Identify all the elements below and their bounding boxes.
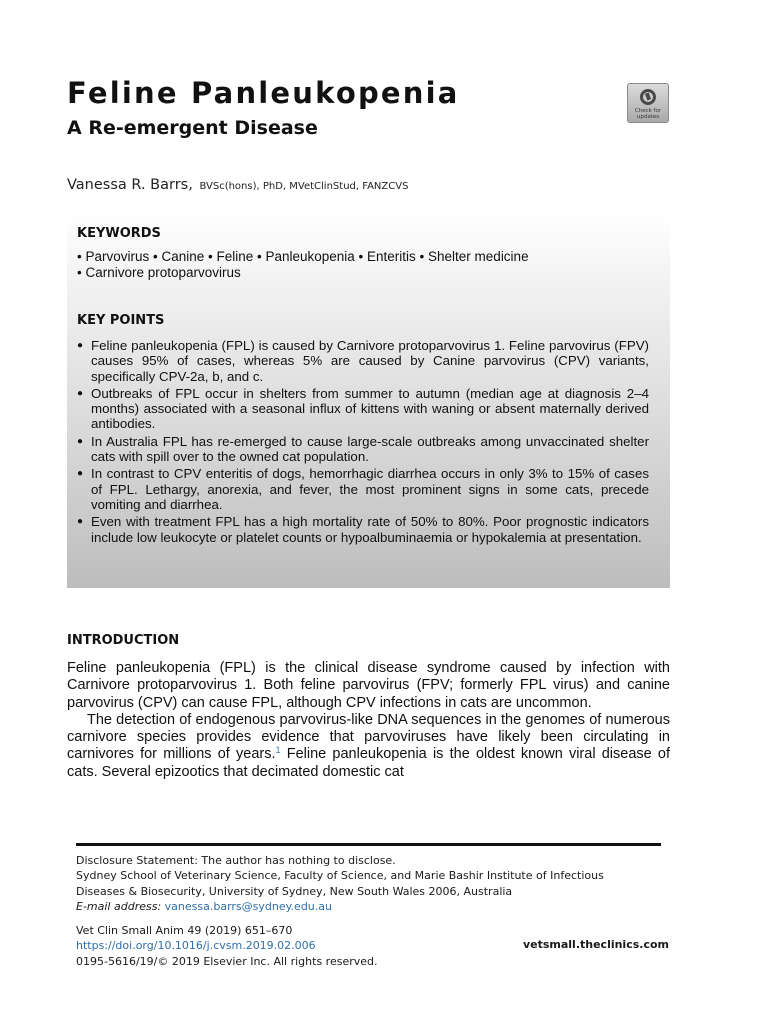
affiliation-line: Diseases & Biosecurity, University of Sydney, New South Wales 2006, Australia: [76, 884, 513, 898]
disclosure-statement: Disclosure Statement: The author has nothing to disclose.: [76, 854, 396, 867]
key-point-text: Even with treatment FPL has a high mortality rate of 50% to 80%. Poor prognostic indicators include low leukocyte or platelet counts or hypoalbuminaemia or hypokalemia at presentation.: [91, 514, 649, 545]
bullet-icon: ●: [77, 435, 84, 447]
key-point-item: [77, 338, 649, 384]
article-title: Feline Panleukopenia: [67, 76, 460, 110]
key-point-item: [77, 466, 649, 512]
key-point-text: In Australia FPL has re-emerged to cause large-scale outbreaks among unvaccinated shelter cats with spill over to the owned cat population.: [91, 433, 649, 465]
reference-link[interactable]: 1: [275, 745, 281, 756]
keywords-keypoints-box: [67, 213, 670, 588]
affiliation-line: Sydney School of Veterinary Science, Faculty of Science, and Marie Bashir Institute of Infectious: [76, 869, 604, 883]
journal-website[interactable]: vetsmall.theclinics.com: [522, 938, 669, 951]
bullet-icon: ●: [77, 516, 84, 528]
email-label: E-mail address:: [76, 899, 162, 913]
key-point-text: In contrast to CPV enteritis of dogs, hemorrhagic diarrhea occurs in only 3% to 15% of cases of FPL. Lethargy, anorexia, and fever, the most prominent signs in some cats, precede vomiting and diarrhea.: [91, 466, 649, 512]
keywords-line: • Parvovirus • Canine • Feline • Panleukopenia • Enteritis • Shelter medicine: [77, 249, 529, 264]
journal-citation: Vet Clin Small Anim 49 (2019) 651–670: [76, 924, 293, 937]
author-name: Vanessa R. Barrs,: [67, 177, 193, 193]
key-points-list: [77, 338, 649, 547]
doi-link[interactable]: https://doi.org/10.1016/j.cvsm.2019.02.006: [76, 939, 316, 953]
key-point-text: Feline panleukopenia (FPL) is caused by Carnivore protoparvovirus 1. Feline parvovirus (FPV) causes 95% of cases, whereas 5% are caused by Canine parvovirus (CPV) variants, specifically CPV-2a, b, and c.: [91, 338, 649, 384]
footnote-divider: [76, 843, 661, 846]
paragraph: Feline panleukopenia (FPL) is the clinical disease syndrome caused by infection with Carnivore protoparvovirus 1. Both feline parvovirus (FPV; formerly FPL virus) and canine parvovirus (CPV) can cause FPL, although CPV infections in cats are uncommon.: [67, 660, 670, 711]
key-point-item: [77, 434, 649, 465]
key-point-item: [77, 386, 649, 432]
paragraph: [67, 712, 670, 781]
author-line: [67, 177, 408, 193]
paragraph-text: The detection of endogenous parvovirus-like DNA sequences in the genomes of numerous carnivore species provides evidence that parvoviruses have likely been circulating in carnivores for millions of years.: [67, 711, 670, 763]
introduction-heading: INTRODUCTION: [67, 633, 180, 648]
keywords-heading: KEYWORDS: [77, 226, 161, 241]
author-credentials: BVSc(hons), PhD, MVetClinStud, FANZCVS: [199, 181, 409, 192]
bullet-icon: ●: [77, 468, 84, 480]
copyright-notice: 0195-5616/19/© 2019 Elsevier Inc. All rights reserved.: [76, 954, 378, 968]
keywords-list: [77, 249, 657, 281]
key-point-item: [77, 514, 649, 545]
crossmark-icon: [640, 89, 656, 105]
citation-block: [76, 923, 378, 969]
email-link[interactable]: vanessa.barrs@sydney.edu.au: [164, 899, 332, 913]
key-point-text: Outbreaks of FPL occur in shelters from summer to autumn (median age at diagnosis 2–4 months) associated with a seasonal influx of kittens with waning or absent maternally derived antibodies.: [91, 385, 649, 432]
email-line: [76, 899, 676, 914]
introduction-body: [67, 660, 670, 781]
bullet-icon: ●: [77, 340, 84, 351]
footnote-block: [76, 853, 676, 914]
key-points-heading: KEY POINTS: [77, 313, 165, 328]
paragraph-text: Feline panleukopenia is the oldest known viral disease of cats. Several epizootics that decimated domestic cat: [67, 746, 671, 780]
keywords-line: • Carnivore protoparvovirus: [77, 265, 241, 280]
bullet-icon: ●: [77, 387, 84, 399]
article-subtitle: A Re-emergent Disease: [67, 117, 318, 139]
badge-label: Check for updates: [634, 108, 662, 120]
check-for-updates-badge[interactable]: [627, 83, 669, 123]
